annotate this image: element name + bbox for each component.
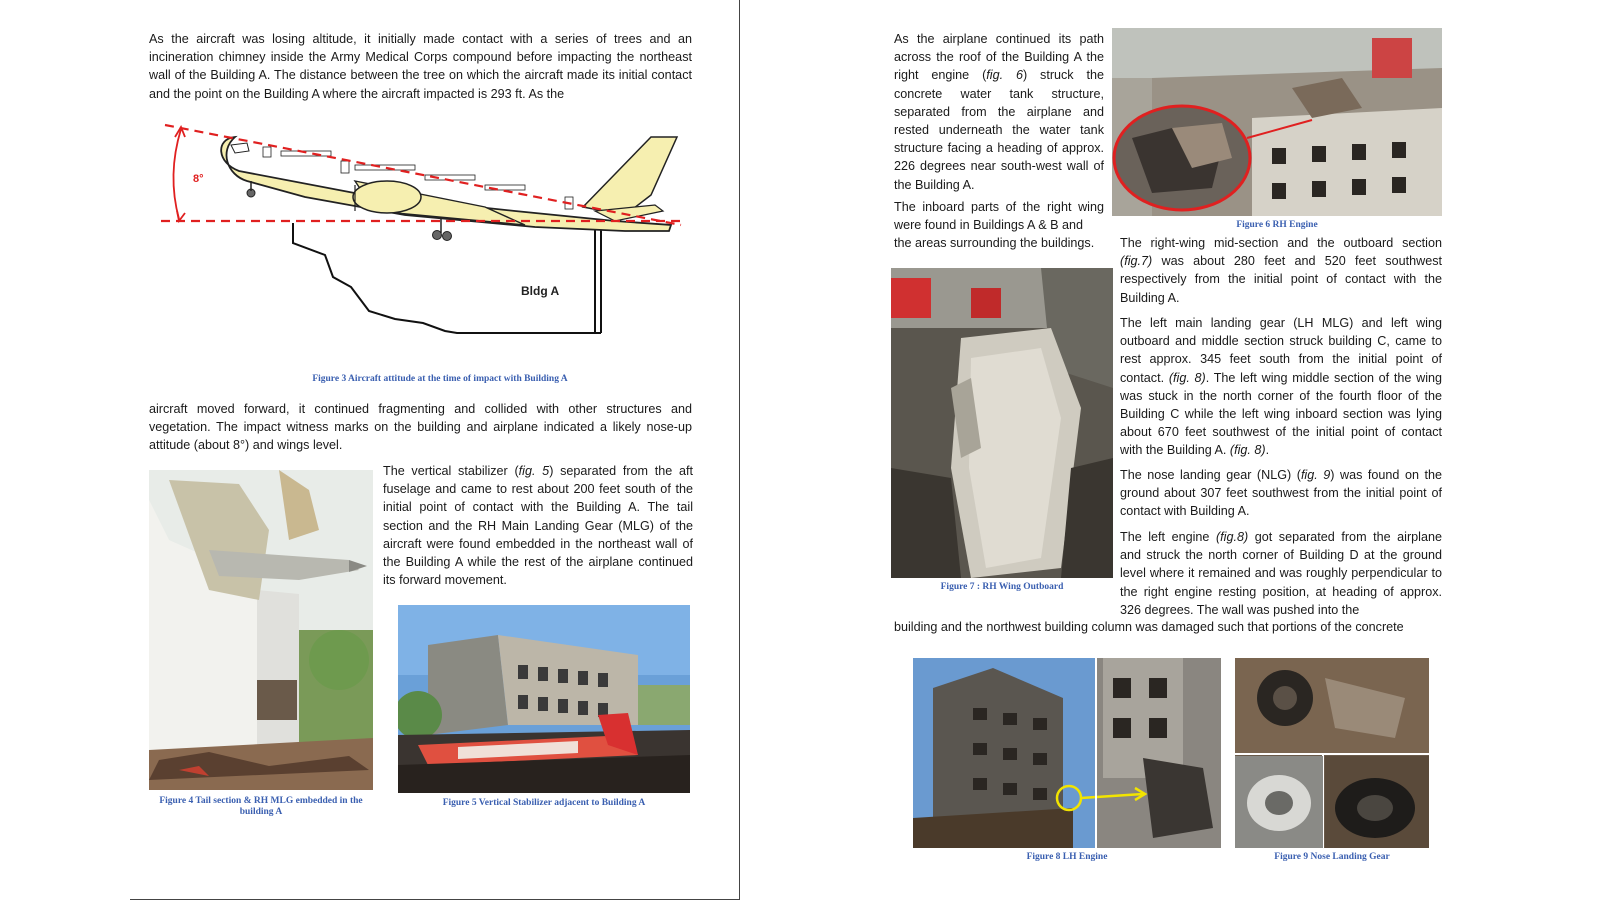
figure-5-caption: Figure 5 Vertical Stabilizer adjacent to Building A — [442, 798, 646, 808]
right-para-2-cont: the areas surrounding the buildings. — [894, 236, 1095, 250]
right-page — [880, 0, 1480, 900]
text-span: ) separated from the aft fuselage and came to rest about 200 feet south of the initial point of contact with the Building A. The tail section and the RH Main Landing Gear (MLG) of the aircraft were found embedded in the northeast wall of the Building A while the rest of the airplane continued its forward movement. — [383, 464, 693, 588]
text-span: . The left wing middle section of the wing was stuck in the north corner of the fourth floor of the Building C while the left wing inboard section was lying about 670 feet southwest of the initial point of contact with the Building A. — [1120, 370, 1442, 458]
fig3-building-label: Bldg A — [521, 284, 560, 298]
text-span: The right-wing mid-section and the outboard section — [1120, 236, 1442, 250]
left-para-1: As the aircraft was losing altitude, it initially made contact with a series of trees and an incineration chimney inside the Army Medical Corps compound before impacting the northeast wall of the Building A. The distance between the tree on which the aircraft made its initial contact and the point on the Building A where the aircraft impacted is 293 ft. As the — [149, 32, 692, 101]
figure-7-photo — [891, 268, 1113, 578]
right-para-1 — [894, 30, 1104, 194]
text-span: got separated from the airplane and struck the north corner of Building D at the ground level where it remained and was roughly perpendicular to the right engine resting position, at heading of approx. 326 degrees. The wall was pushed into the — [1120, 530, 1442, 617]
figure-5-photo — [398, 605, 690, 793]
figure-reference: fig. 9 — [1300, 468, 1331, 482]
fig3-angle-label: 8° — [193, 173, 204, 185]
text-span: ) struck the concrete water tank structure, separated from the airplane and rested underneath the water tank structure facing a heading of approx. 226 degrees near south-west wall of the Building A. — [894, 68, 1104, 192]
figure-4-caption: Figure 4 Tail section & RH MLG embedded in the building A — [159, 796, 363, 817]
figure-9-photo — [1235, 658, 1429, 848]
figure-3-caption: Figure 3 Aircraft attitude at the time of impact with Building A — [312, 374, 568, 384]
text-span: . — [1265, 443, 1270, 458]
right-para-4 — [1120, 314, 1442, 460]
figure-8-caption: Figure 8 LH Engine — [1026, 852, 1108, 862]
text-span: The vertical stabilizer ( — [383, 464, 519, 478]
figure-9-caption: Figure 9 Nose Landing Gear — [1274, 852, 1390, 862]
figure-reference: (fig. 8) — [1168, 370, 1206, 385]
figure-6-caption: Figure 6 RH Engine — [1236, 220, 1318, 230]
figure-4-photo — [149, 470, 373, 790]
left-para-3 — [383, 462, 693, 589]
left-para-2: aircraft moved forward, it continued fragmenting and collided with other structures and vegetation. The impact witness marks on the building and airplane indicated a likely nose-up attitude (about 8°) and wings level. — [149, 402, 692, 453]
text-span: ) was found on the ground about 307 feet southwest from the initial point of contact with Building A. — [1120, 468, 1442, 519]
figure-reference: (fig.8) — [1215, 530, 1249, 544]
right-para-5 — [1120, 466, 1442, 521]
figure-6-photo — [1112, 28, 1442, 216]
right-para-3 — [1120, 234, 1442, 307]
figure-reference: (fig.7) — [1120, 254, 1153, 269]
figure-8-photo — [913, 658, 1221, 848]
text-span: was about 280 feet and 520 feet southwest respectively from the initial point of contact with the Building A. — [1120, 254, 1442, 305]
right-para-6 — [1120, 528, 1442, 619]
left-page — [130, 0, 740, 900]
figure-reference: fig. 6 — [986, 68, 1023, 83]
figure-reference: (fig. 8) — [1229, 443, 1266, 458]
text-span: The nose landing gear (NLG) ( — [1120, 468, 1301, 482]
text-span: The left engine — [1120, 530, 1216, 544]
right-para-2: The inboard parts of the right wing were found in Buildings A & B and — [894, 200, 1104, 233]
text-span: The left main landing gear (LH MLG) and left wing outboard and middle section struck building C, came to rest approx. 345 feet south from the initial point of contact. — [1120, 316, 1442, 385]
right-para-6-cont: building and the northwest building column was damaged such that portions of the concrete — [894, 620, 1404, 634]
figure-7-caption: Figure 7 : RH Wing Outboard — [940, 582, 1064, 592]
figure-reference: fig. 5 — [518, 464, 550, 478]
text-span: As the airplane continued its path across the roof of the Building A the right engine ( — [894, 32, 1104, 83]
figure-3-diagram — [155, 115, 695, 345]
